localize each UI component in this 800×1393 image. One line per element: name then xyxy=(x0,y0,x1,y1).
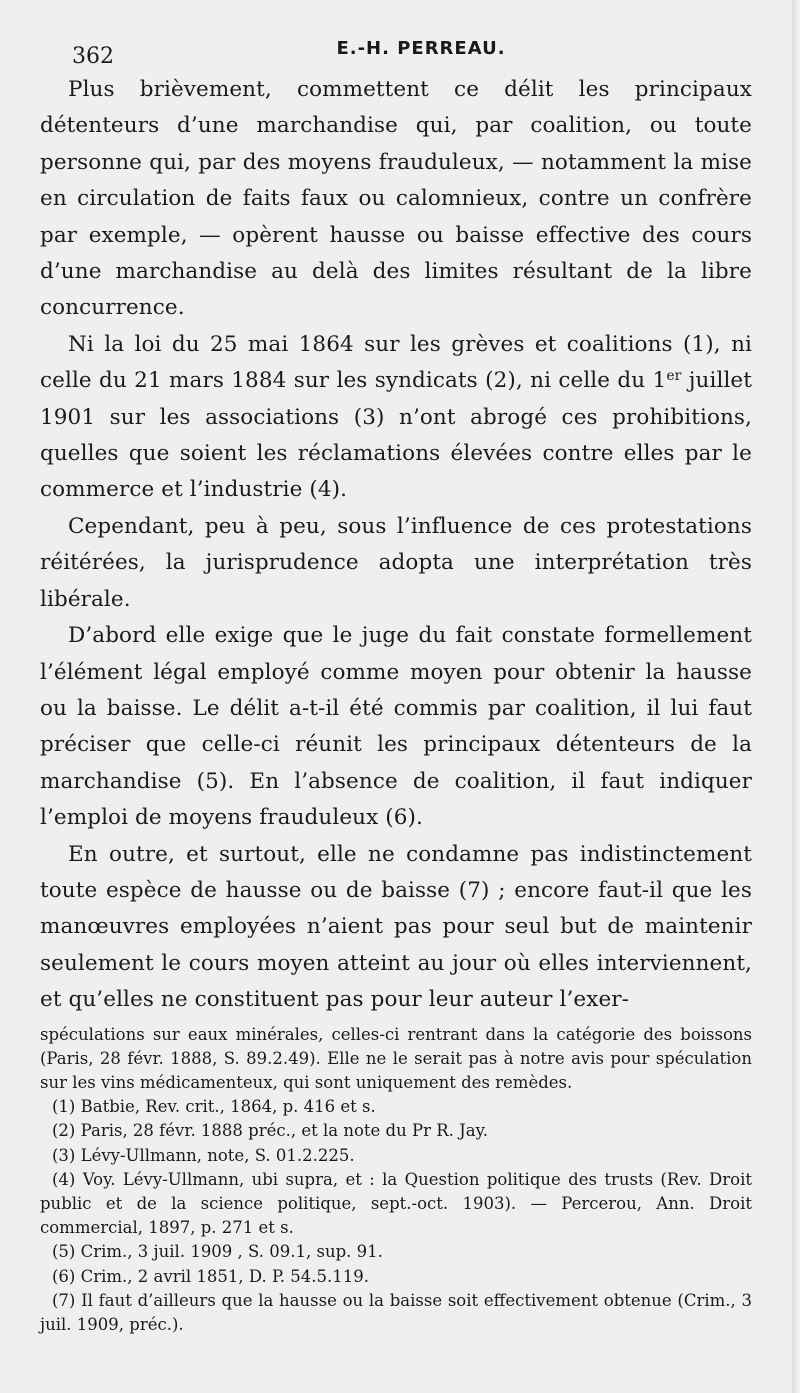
superscript: er xyxy=(666,368,682,385)
text-run: juillet 1901 sur les associations (3) n’ont abrogé ces prohibitions, quelles que soient les réclamations élevées contre elles par le commerce et l’industrie (4). xyxy=(40,368,752,503)
footnote: (7) Il faut d’ailleurs que la hausse ou la baisse soit effectivement obtenue (Crim., 3 juil. 1909, préc.). xyxy=(40,1290,752,1334)
footnote: (1) Batbie, Rev. crit., 1864, p. 416 et s. xyxy=(52,1097,376,1117)
footnote: (6) Crim., 2 avril 1851, D. P. 54.5.119. xyxy=(52,1266,369,1286)
text-run: Ni la loi du 25 mai 1864 sur les grèves et coalitions (1), ni celle du 21 mars 1884 sur les syndicats (2), ni celle du 1 xyxy=(40,331,752,394)
footnote-continuation: spéculations sur eaux minérales, celles-ci rentrant dans la catégorie des boissons (Paris, 28 févr. 1888, S. 89.2.49). Elle ne le serait pas à notre avis pour spéculation sur les vins médicamenteux, qui sont uniquement des remèdes. xyxy=(40,1024,752,1092)
paragraph: En outre, et surtout, elle ne condamne pas indistinctement toute espèce de hausse ou de baisse (7) ; encore faut-il que les manœuvres employées n’aient pas pour seul but de maintenir seulement le cours moyen atteint au jour où elles interviennent, et qu’elles ne constituent pas pour leur auteur l’exer- xyxy=(40,841,752,1013)
scan-edge xyxy=(792,0,800,1393)
footnote: (5) Crim., 3 juil. 1909 , S. 09.1, sup. 91. xyxy=(52,1242,383,1262)
footnotes xyxy=(40,1023,752,1338)
running-head: E.-H. PERREAU. xyxy=(336,38,506,59)
paragraph xyxy=(40,327,752,509)
page-number: 362 xyxy=(72,44,114,69)
paragraph: D’abord elle exige que le juge du fait constate formellement l’élément légal employé comme moyen pour obtenir la hausse ou la baisse. Le délit a-t-il été commis par coalition, il lui faut préciser que celle-ci réunit les principaux détenteurs de la marchandise (5). En l’absence de coalition, il faut indiquer l’emploi de moyens frauduleux (6). xyxy=(40,623,752,831)
footnote: (3) Lévy-Ullmann, note, S. 01.2.225. xyxy=(52,1145,355,1165)
footnote: (2) Paris, 28 févr. 1888 préc., et la note du Pr R. Jay. xyxy=(52,1121,488,1141)
footnote: (4) Voy. Lévy-Ullmann, ubi supra, et : la Question politique des trusts (Rev. Droit public et de la science politique, sept.-oct. 1903). — Percerou, Ann. Droit commercial, 1897, p. 271 et s. xyxy=(40,1169,752,1238)
paragraph: Plus brièvement, commettent ce délit les principaux détenteurs d’une marchandise qui, par coalition, ou toute personne qui, par des moyens frauduleux, — notamment la mise en circulation de faits faux ou calomnieux, contre un confrère par exemple, — opèrent hausse ou baisse effective des cours d’une marchandise au delà des limites résultant de la libre concurrence. xyxy=(40,77,752,321)
body-text xyxy=(40,72,752,1019)
page-header xyxy=(40,0,752,72)
paragraph: Cependant, peu à peu, sous l’influence de ces protestations réitérées, la jurisprudence adopta une interprétation très libérale. xyxy=(40,513,752,612)
